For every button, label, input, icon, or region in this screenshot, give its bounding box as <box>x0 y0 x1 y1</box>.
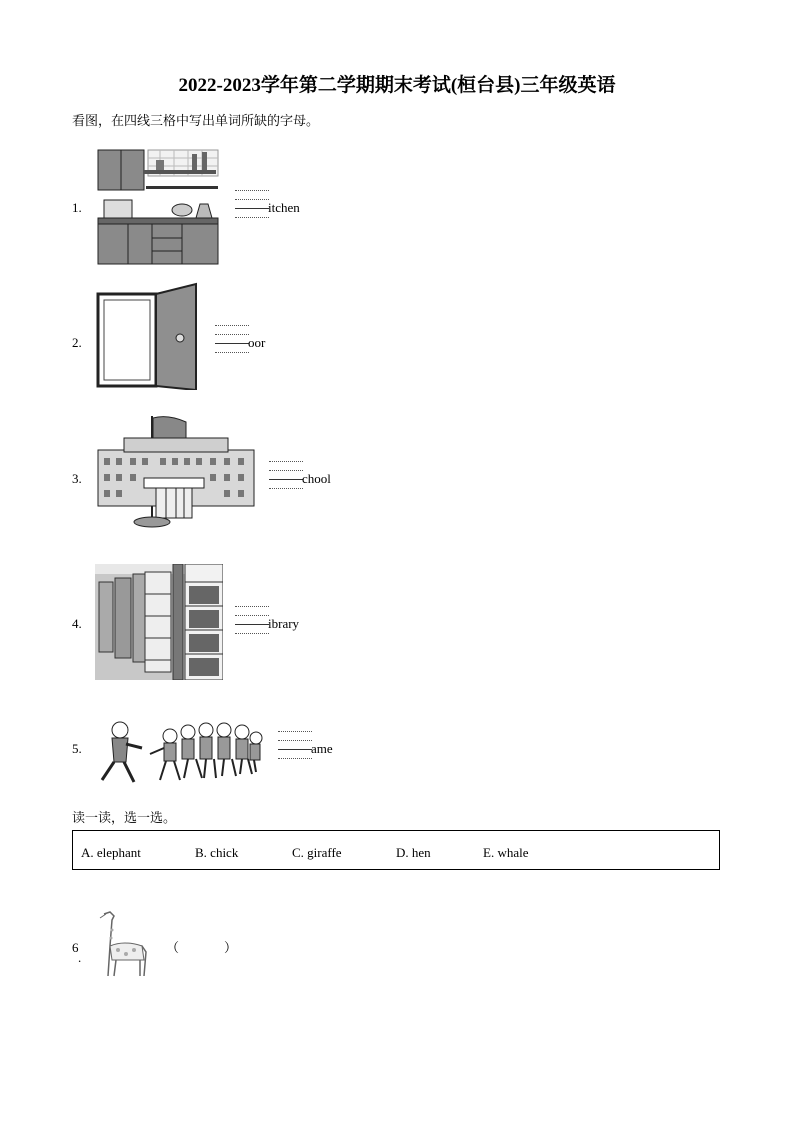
kitchen-illustration <box>96 148 220 266</box>
option-d: D. hen <box>396 845 431 860</box>
answer-paren-close: ） <box>224 940 238 955</box>
library-illustration <box>95 564 223 680</box>
school-illustration <box>96 412 256 530</box>
options-box <box>72 830 720 870</box>
word-suffix-4: ibrary <box>268 616 300 631</box>
section1-instruction: 看图，在四线三格中写出单词所缺的字母。 <box>72 114 320 129</box>
answer-paren-open: （ <box>166 940 180 955</box>
word-suffix-5: ame <box>311 741 333 756</box>
writing-lines-2[interactable] <box>215 317 249 353</box>
question-4-number: 4. <box>72 616 82 631</box>
option-b: B. chick <box>195 845 239 860</box>
children-playing-game-illustration <box>96 718 266 788</box>
option-a: A. elephant <box>81 845 141 860</box>
writing-lines-5[interactable] <box>278 723 312 759</box>
writing-lines-1[interactable] <box>235 182 269 218</box>
giraffe-illustration <box>94 910 154 978</box>
question-5-number: 5. <box>72 741 82 756</box>
answer-blank-6[interactable] <box>190 936 224 954</box>
option-c: C. giraffe <box>292 845 342 860</box>
question-6-dot: . <box>78 950 82 965</box>
page-title: 2022-2023学年第二学期期末考试(桓台县)三年级英语 <box>178 75 616 96</box>
option-e: E. whale <box>483 845 529 860</box>
section2-instruction: 读一读，选一选。 <box>72 811 177 826</box>
writing-lines-4[interactable] <box>235 598 269 634</box>
question-3-number: 3. <box>72 471 82 486</box>
question-1-number: 1. <box>72 200 82 215</box>
word-suffix-1: itchen <box>268 200 300 215</box>
question-6-number: 6 <box>72 940 79 955</box>
word-suffix-3: chool <box>302 471 331 486</box>
question-2-number: 2. <box>72 335 82 350</box>
door-illustration <box>96 282 200 390</box>
writing-lines-3[interactable] <box>269 453 303 489</box>
word-suffix-2: oor <box>248 335 266 350</box>
